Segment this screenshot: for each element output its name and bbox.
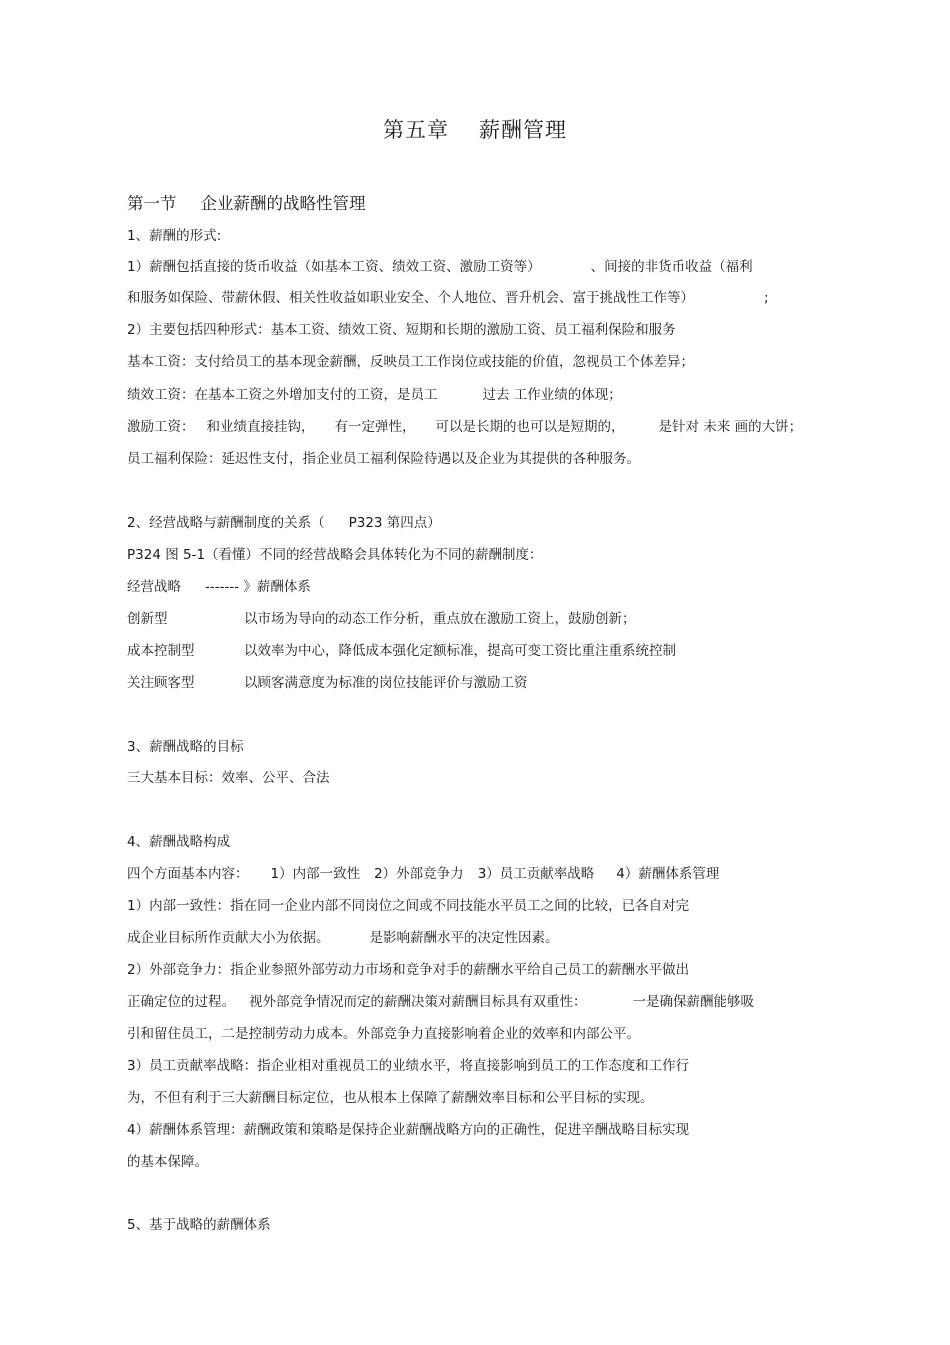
- text-span: 经营战略: [127, 579, 181, 595]
- text-span: 激励工资：: [127, 419, 195, 435]
- paragraph-line: 员工福利保险：延迟性支付，指企业员工福利保险待遇以及企业为其提供的各种服务。: [127, 451, 640, 467]
- paragraph-line: 的基本保障。: [127, 1154, 208, 1170]
- paragraph-line: [127, 257, 753, 277]
- paragraph-line: [127, 992, 754, 1012]
- paragraph-line: [127, 288, 769, 308]
- text-span: 是影响薪酬水平的决定性因素。: [369, 930, 559, 946]
- paragraph-line: 2）主要包括四种形式：基本工资、绩效工资、短期和长期的激励工资、员工福利保险和服务: [127, 322, 676, 338]
- text-span: 、间接的非货币收益（福利: [590, 259, 753, 275]
- heading-4: 4、薪酬战略构成: [127, 834, 231, 850]
- paragraph-line: [127, 928, 559, 948]
- strategy-row: [127, 641, 676, 661]
- section-number: 第一节: [127, 194, 177, 213]
- strategy-row: [127, 673, 528, 693]
- strategy-type: 成本控制型: [127, 643, 195, 659]
- paragraph-line: 基本工资：支付给员工的基本现金薪酬，反映员工工作岗位或技能的价值，忽视员工个体差异；: [127, 354, 694, 370]
- strategy-table-header: [127, 577, 311, 597]
- text-span: 正确定位的过程。: [127, 994, 235, 1010]
- strategy-row: [127, 609, 636, 629]
- text-span: 过去 工作业绩的体现；: [482, 387, 622, 403]
- text-span: 视外部竞争情况而定的薪酬决策对薪酬目标具有双重性：: [249, 994, 587, 1010]
- paragraph-line: [127, 864, 719, 884]
- heading-3: 3、薪酬战略的目标: [127, 739, 244, 755]
- heading-5: 5、基于战略的薪酬体系: [127, 1217, 271, 1233]
- section-name: 企业薪酬的战略性管理: [200, 194, 366, 213]
- strategy-type: 创新型: [127, 611, 168, 627]
- text-span: 2）外部竞争力: [374, 866, 464, 882]
- text-span: 成企业目标所作贡献大小为依据。: [127, 930, 330, 946]
- paragraph-line: 2）外部竞争力：指企业参照外部劳动力市场和竞争对手的薪酬水平给自己员工的薪酬水平做出: [127, 962, 690, 978]
- heading-1: 1、薪酬的形式:: [127, 228, 222, 244]
- chapter-name: 薪酬管理: [479, 118, 567, 142]
- text-span: ;: [764, 290, 769, 306]
- paragraph-line: 1）内部一致性：指在同一企业内部不同岗位之间或不同技能水平员工之间的比较，已各自对完: [127, 898, 690, 914]
- paragraph-line: [127, 417, 802, 437]
- paragraph-line: 3）员工贡献率战略：指企业相对重视员工的业绩水平，将直接影响到员工的工作态度和工作行: [127, 1058, 690, 1074]
- text-span: 1）薪酬包括直接的货币收益（如基本工资、绩效工资、激励工资等）: [127, 259, 541, 275]
- text-span: 3）员工贡献率战略: [477, 866, 595, 882]
- paragraph-line: [127, 385, 622, 405]
- paragraph-line: 4）薪酬体系管理：薪酬政策和策略是保持企业薪酬战略方向的正确性，促进辛酬战略目标实现: [127, 1122, 690, 1138]
- text-span: 一是确保薪酬能够吸: [632, 994, 754, 1010]
- text-span: ------- 》薪酬体系: [205, 579, 311, 595]
- text-span: 4）薪酬体系管理: [616, 866, 720, 882]
- section-title: [127, 190, 366, 214]
- strategy-type: 关注顾客型: [127, 675, 195, 691]
- text-span: 和服务如保险、带薪休假、相关性收益如职业安全、个人地位、晋升机会、富于挑战性工作等）: [127, 290, 694, 306]
- text-span: 1）内部一致性: [270, 866, 361, 882]
- paragraph-line: P324 图 5-1（看懂）不同的经营战略会具体转化为不同的薪酬制度：: [127, 547, 543, 563]
- paragraph-line: 引和留住员工，二是控制劳动力成本。外部竞争力直接影响着企业的效率和内部公平。: [127, 1026, 640, 1042]
- text-span: 四个方面基本内容：: [127, 866, 249, 882]
- strategy-desc: 以市场为导向的动态工作分析，重点放在激励工资上，鼓励创新；: [244, 611, 636, 627]
- chapter-title: [0, 114, 950, 144]
- text-span: P323 第四点）: [348, 515, 441, 531]
- paragraph-line: 为，不但有利于三大薪酬目标定位，也从根本上保障了薪酬效率目标和公平目标的实现。: [127, 1090, 654, 1106]
- chapter-number: 第五章: [383, 118, 449, 142]
- strategy-desc: 以顾客满意度为标准的岗位技能评价与激励工资: [244, 675, 528, 691]
- text-span: 绩效工资：在基本工资之外增加支付的工资，是员工: [127, 387, 438, 403]
- paragraph-line: 三大基本目标：效率、公平、合法: [127, 770, 330, 786]
- text-span: 2、经营战略与薪酬制度的关系（: [127, 515, 325, 531]
- text-span: 可以是长期的也可以是短期的，: [435, 419, 625, 435]
- strategy-desc: 以效率为中心，降低成本强化定额标准，提高可变工资比重注重系统控制: [244, 643, 676, 659]
- heading-2: [127, 513, 441, 533]
- text-span: 和业绩直接挂钩，: [206, 419, 315, 435]
- text-span: 是针对 未来 画的大饼；: [658, 419, 803, 435]
- text-span: 有一定弹性，: [334, 419, 416, 435]
